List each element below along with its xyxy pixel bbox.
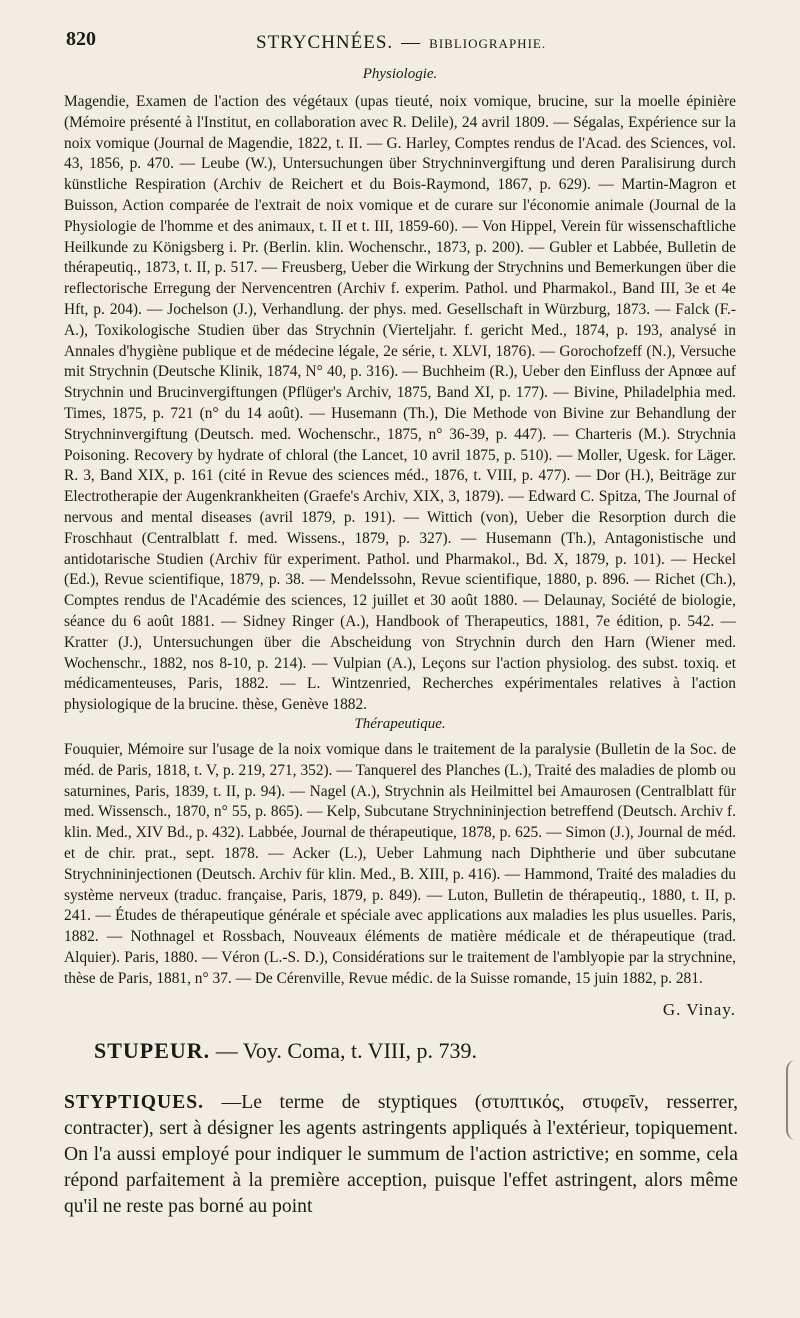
entry-styptiques-head: STYPTIQUES. — [64, 1092, 205, 1113]
author-signature: G. Vinay. — [662, 1000, 736, 1019]
therapeutics-text: Fouquier, Mémoire sur l'usage de la noix vomique dans le traitement de la paralysie (Bulletin de la Soc. de méd. de Paris, 1818, t. V, p. 219, 271, 352). — Tanquerel des Planches (L.), Traité des maladies de plomb ou saturnines, Paris, 1839, t. II, p. 94). — Nagel (A.), Strychnin als Heilmittel bei Amaurosen (Centralblatt für med. Wissensch., 1870, n° 55, p. 865). — Kelp, Subcutane Strychnininjection betreffend (Deutsch. Archiv f. klin. Med., XIV Bd., p. 432). Labbée, Journal de thérapeutique, 1878, p. 625. — Simon (J.), Journal de méd. et de chir. prat., sept. 1878. — Acker (L.), Ueber Lahmung nach Diphtherie und über subcutane Strychnininjectionen (Deutsch. Archiv für klin. Med., B. XIII, p. 416). — Hammond, Traité des maladies du système nerveux (traduc. française, Paris, 1879, p. 849). — Luton, Bulletin de thérapeutiq., 1880, t. II, p. 241. — Études de thérapeutique générale et spéciale avec applications aux maladies les plus usuelles. Paris, 1882. — Nothnagel et Rossbach, Nouveaux éléments de matière médicale et de thérapeutique (trad. Alquier). Paris, 1880. — Véron (L.-S. D.), Considérations sur le traitement de l'amblyopie par la strychnine, thèse de Paris, 1881, n° 37. — De Cérenville, Revue médic. de la Suisse romande, 15 juin 1882, p. 281. — [64, 741, 736, 987]
entry-stupeur — [94, 1038, 477, 1064]
physiology-text: Magendie, Examen de l'action des végétaux (upas tieuté, noix vomique, brucine, sur la moelle épinière (Mémoire présenté à l'Institut, en collaboration avec R. Delile), 24 avril 1809. — Ségalas, Expérience sur la noix vomique (Journal de Magendie, 1822, t. II. — G. Harley, Comptes rendus de l'Acad. des Sciences, vol. 43, 1856, p. 470. — Leube (W.), Untersuchungen über Strychninvergiftung und deren Paralisirung durch künstliche Respiration (Archiv de Reichert et du Bois-Raymond, 1867, p. 629). — Martin-Magron et Buisson, Action comparée de l'extrait de noix vomique et de curare sur l'économie animale (Journal de la Physiologie de l'homme et des animaux, t. II et t. III, 1859-60). — Von Hippel, Verein für wissenschaftliche Heilkunde zu Königsberg i. Pr. (Berlin. klin. Wochenschr., 1873, p. 200). — Gubler et Labbée, Bulletin de thérapeutiq., 1873, t. II, p. 517. — Freusberg, Ueber die Wirkung der Strychnins und Bemerkungen über die reflectorische Erregung der Nervencentren (Archiv f. experim. Pathol. und Pharmakol., Band III, 3e et 4e Hft, p. 204). — Jochelson (J.), Verhandlung. der phys. med. Gesellschaft in Würzburg, 1873. — Falck (F.-A.), Toxikologische Studien über das Strychnin (Vierteljahr. f. gericht Med., 1874, p. 193, analysé in Annales d'hygiène publique et de médecine légale, 2e série, t. XLVI, 1876). — Gorochofzeff (N.), Versuche mit Strychnin (Deutsche Klinik, 1874, N° 40, p. 316). — Buchheim (R.), Ueber den Einfluss der Apnœe auf Strychnin und Brucinvergiftungen (Pflüger's Archiv, 1875, Band XI, p. 177). — Bivine, Philadelphia med. Times, 1875, p. 721 (n° du 14 août). — Husemann (Th.), Die Methode von Bivine zur Behandlung der Strychninvergiftung (Deutsch. med. Wochenschr., 1875, n° 36-39, p. 447). — Charteris (M.). Strychnia Poisoning. Recovery by hydrate of chloral (the Lancet, 10 avril 1875, p. 510). — Moller, Ugesk. for Läger. R. 3, Band XIX, p. 161 (cité in Revue des sciences méd., 1876, t. VIII, p. 477). — Dor (H.), Beiträge zur Electrotherapie der Augenkrankheiten (Graefe's Archiv, XIX, 3, 1879). — Edward C. Spitza, The Journal of nervous and mental diseases (avril 1879, p. 191). — Wittich (von), Ueber die Resorption durch die Froschhaut (Centralblatt f. med. Wissens., 1879, p. 327). — Husemann (Th.), Antagonistische und antidotarische Studien (Archiv für experiment. Pathol. und Pharmakol., Bd. X, 1879, p. 101). — Heckel (Ed.), Revue scientifique, 1879, p. 38. — Mendelssohn, Revue scientifique, 1880, p. 896. — Richet (Ch.), Comptes rendus de l'Académie des sciences, 12 juillet et 30 août 1880. — Delaunay, Société de biologie, séance du 6 août 1881. — Sidney Ringer (A.), Handbook of Therapeutics, 1881, 7e édition, p. 542. — Kratter (J.), Untersuchungen über die Abscheidung von Strychnin durch den Harn (Wiener med. Wochenschr., 1882, nos 8-10, p. 214). — Vulpian (A.), Leçons sur l'action physiolog. des subst. toxiq. et médicamenteuses, Paris, 1882. — L. Wintzenried, Recherches expérimentales relatives à l'action physiologique de la brucine. thèse, Genève 1882. — [64, 93, 736, 714]
page-edge-mark — [786, 1060, 800, 1140]
header-separator: — — [401, 32, 422, 53]
entry-stupeur-text: — Voy. Coma, t. VIII, p. 739. — [215, 1038, 478, 1063]
entry-styptiques — [64, 1090, 738, 1220]
running-header — [66, 28, 736, 64]
entry-styptiques-text: —Le terme de styptiques (στυπτικός, στυφεῖν, resserrer, contracter), sert à désigner les agents astringents appliqués à l'extérieur, topiquement. On l'a aussi employé pour indiquer le summum de l'action astrictive; en somme, cela répond parfaitement à la première acception, puisque l'effet astringent, alors même qu'il ne reste pas borné au point — [64, 1092, 738, 1217]
therapeutics-heading: Thérapeutique. — [354, 716, 446, 732]
physiology-heading: Physiologie. — [362, 66, 438, 82]
running-title — [256, 32, 546, 54]
article-title: STRYCHNÉES. — [256, 32, 394, 53]
physiology-bibliography — [64, 92, 736, 716]
section-label: BIBLIOGRAPHIE. — [429, 36, 547, 51]
therapeutics-bibliography — [64, 740, 736, 990]
entry-stupeur-head: STUPEUR. — [94, 1038, 211, 1063]
page-number: 820 — [66, 28, 96, 50]
